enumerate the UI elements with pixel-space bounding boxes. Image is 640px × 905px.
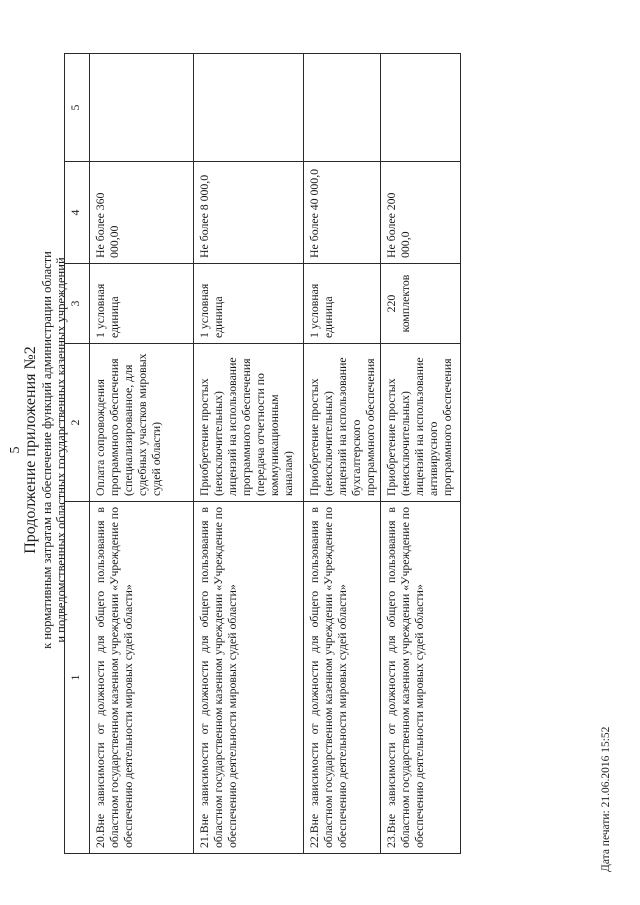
quantity-cell: 1 условная единица [90,264,194,344]
table-row [90,54,194,854]
table-row [194,54,304,854]
price-cell: Не более 360 000,00 [90,162,194,264]
item-cell: Приобретение простых (неисключительных) лицензий на использование антивирусного программного обеспечения [381,344,461,502]
table-row [304,54,381,854]
column-number: 3 [65,264,90,344]
position-cell: 23.Вне зависимости от должности для общего пользования в областном государственном казенном учреждении «Учреждение по обеспечению деятельности мировых судей области» [381,502,461,854]
position-cell: 20.Вне зависимости от должности для общего пользования в областном государственном казенном учреждении «Учреждение по обеспечению деятельности мировых судей области» [90,502,194,854]
position-cell: 21.Вне зависимости от должности для общего пользования в областном государственном казенном учреждении «Учреждение по обеспечению деятельности мировых судей области» [194,502,304,854]
position-cell: 22.Вне зависимости от должности для общего пользования в областном государственном казенном учреждении «Учреждение по обеспечению деятельности мировых судей области» [304,502,381,854]
appendix-header [22,130,68,770]
quantity-cell: 1 условная единица [304,264,381,344]
quantity-cell: 220 комплектов [381,264,461,344]
page-number: 5 [8,446,23,454]
note-cell [90,54,194,162]
appendix-title: Продолжение приложения №2 [22,346,39,554]
column-number-row [65,54,90,854]
item-cell: Оплата сопровождения программного обеспечения (специализированное, для судебных участков мировых судей области) [90,344,194,502]
quantity-cell: 1 условная единица [194,264,304,344]
print-date: Дата печати: 21.06.2016 15:52 [600,726,612,872]
note-cell [304,54,381,162]
table-row [381,54,461,854]
price-cell: Не более 40 000,0 [304,162,381,264]
item-cell: Приобретение простых (неисключительных) лицензий на использование бухгалтерского программного обеспечения [304,344,381,502]
note-cell [194,54,304,162]
price-cell: Не более 200 000,0 [381,162,461,264]
cost-norms-table [64,53,461,854]
column-number: 1 [65,502,90,854]
column-number: 4 [65,162,90,264]
appendix-subtitle-line-1: к нормативным затратам на обеспечение функций администрации области [40,251,54,649]
price-cell: Не более 8 000,0 [194,162,304,264]
column-number: 5 [65,54,90,162]
note-cell [381,54,461,162]
column-number: 2 [65,344,90,502]
rotated-document-page [0,20,640,880]
item-cell: Приобретение простых (неисключительных) лицензий на использование программного обеспечения (передача отчетности по коммуникационным каналам) [194,344,304,502]
appendix-subtitle-line-2: и подведомственных областных государственных казенных учреждений [54,257,68,643]
